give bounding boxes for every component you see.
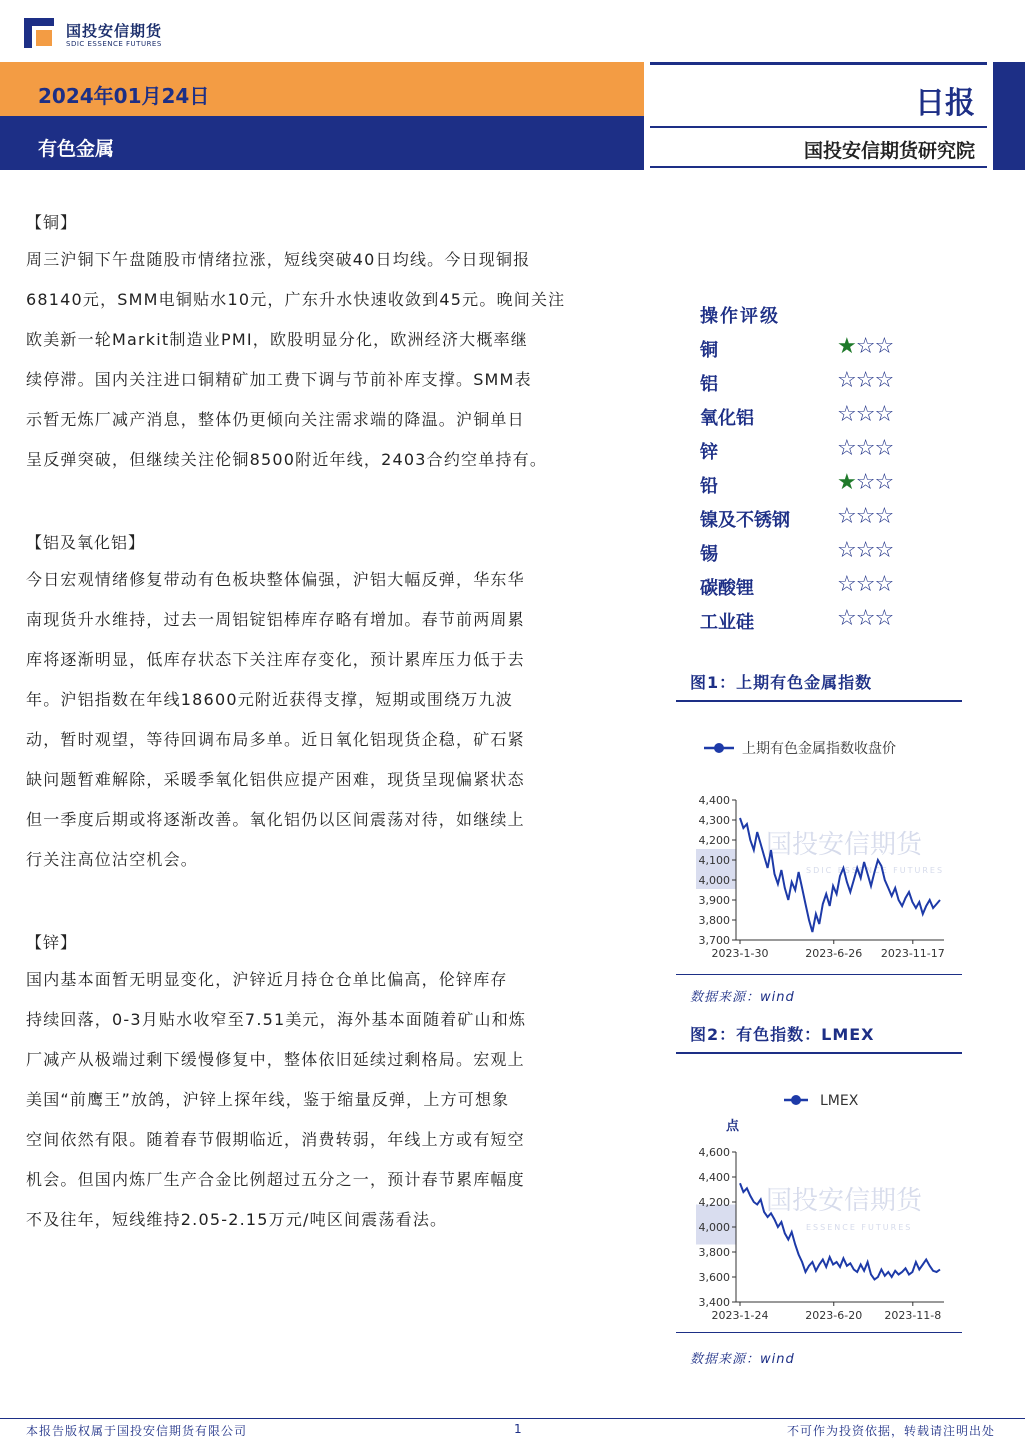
rating-row	[700, 540, 920, 574]
star-rating-icon	[837, 436, 893, 461]
star-empty-icon: ☆	[837, 402, 856, 427]
rating-row	[700, 370, 920, 404]
figure-1-chart	[676, 720, 966, 970]
rating-name: 锡	[700, 544, 718, 565]
star-empty-icon: ☆	[874, 538, 894, 563]
figure-2-chart	[676, 1080, 966, 1330]
star-rating-icon	[837, 470, 893, 495]
y-tick-label: 4,200	[698, 834, 730, 847]
paragraph-line: 持续回落，0-3月贴水收窄至7.51美元，海外基本面随着矿山和炼	[26, 1010, 527, 1029]
paragraph-line: 机会。但国内炼厂生产合金比例超过五分之一，预计春节累库幅度	[26, 1170, 525, 1189]
rating-row	[700, 472, 920, 506]
paragraph-line: 国内基本面暂无明显变化，沪锌近月持仓仓单比偏高，伦锌库存	[26, 970, 508, 989]
star-empty-icon: ☆	[855, 470, 875, 495]
star-empty-icon: ☆	[837, 436, 856, 461]
star-empty-icon: ☆	[874, 606, 894, 631]
star-empty-icon: ☆	[837, 538, 856, 563]
logo-text-en: SDIC ESSENCE FUTURES	[66, 40, 162, 48]
rating-row	[700, 608, 920, 642]
legend-label: 上期有色金属指数收盘价	[742, 741, 896, 757]
rating-row	[700, 574, 920, 608]
paragraph-line: 美国“前鹰王”放鸽，沪锌上探年线，鉴于缩量反弹，上方可想象	[26, 1090, 510, 1109]
footer-rule	[0, 1418, 1025, 1419]
paragraph-line: 空间依然有限。随着春节假期临近，消费转弱，年线上方或有短空	[26, 1130, 525, 1149]
y-tick-label: 3,600	[698, 1271, 730, 1284]
star-rating-icon	[837, 538, 893, 563]
figure-1-rule	[676, 700, 962, 702]
rating-name: 碳酸锂	[700, 578, 754, 599]
section-heading: 【铜】	[26, 213, 78, 232]
star-empty-icon: ☆	[874, 470, 894, 495]
x-tick-label: 2023-1-24	[711, 1309, 769, 1322]
footer-copyright: 本报告版权属于国投安信期货有限公司	[26, 1424, 248, 1438]
paragraph-line: 动，暂时观望，等待回调布局多单。近日氧化铝现货企稳，矿石紧	[26, 730, 525, 749]
star-empty-icon: ☆	[837, 606, 856, 631]
star-rating-icon	[837, 606, 893, 631]
star-rating-icon	[837, 572, 893, 597]
paragraph-line: 但一季度后期或将逐渐改善。氧化铝仍以区间震荡对待，如继续上	[26, 810, 525, 829]
company-logo-icon	[24, 18, 60, 50]
star-empty-icon: ☆	[837, 504, 856, 529]
star-empty-icon: ☆	[855, 334, 875, 359]
star-empty-icon: ☆	[837, 572, 856, 597]
paragraph-line: 68140元，SMM电铜贴水10元，广东升水快速收敛到45元。晚间关注	[26, 290, 566, 309]
header-rule	[650, 126, 987, 128]
rating-row	[700, 506, 920, 540]
figure-2-rule	[676, 1052, 962, 1054]
header-side-block	[993, 62, 1025, 170]
header-rule	[650, 62, 987, 65]
star-empty-icon: ☆	[874, 504, 894, 529]
y-tick-label: 4,000	[698, 874, 730, 887]
y-tick-label: 4,600	[698, 1146, 730, 1159]
legend-marker	[791, 1095, 801, 1105]
paragraph-line: 南现货升水维持，过去一周铝锭铝棒库存略有增加。春节前两周累	[26, 610, 525, 629]
header-rule	[650, 166, 987, 168]
institute-name: 国投安信期货研究院	[803, 140, 975, 162]
y-tick-label: 4,000	[698, 1221, 730, 1234]
star-filled-icon: ★	[837, 334, 856, 359]
paragraph-line: 示暂无炼厂减产消息，整体仍更倾向关注需求端的降温。沪铜单日	[26, 410, 525, 429]
rating-title: 操作评级	[700, 306, 780, 327]
star-empty-icon: ☆	[855, 572, 875, 597]
rating-row	[700, 336, 920, 370]
legend-label: LMEX	[820, 1093, 859, 1109]
footer-disclaimer: 不可作为投资依据，转载请注明出处	[786, 1424, 995, 1438]
report-date: 2024年01月24日	[38, 84, 210, 108]
rating-name: 铝	[700, 374, 718, 395]
paragraph-line: 周三沪铜下午盘随股市情绪拉涨，短线突破40日均线。今日现铜报	[26, 250, 531, 269]
figure-2-title: 图2：有色指数：LMEX	[690, 1025, 875, 1044]
star-rating-icon	[837, 368, 893, 393]
x-tick-label: 2023-11-8	[884, 1309, 942, 1322]
section-heading: 【锌】	[26, 933, 78, 952]
rating-name: 镍及不锈钢	[700, 510, 790, 531]
star-rating-icon	[837, 334, 893, 359]
y-tick-label: 3,700	[698, 934, 730, 947]
rating-row	[700, 438, 920, 472]
star-empty-icon: ☆	[874, 572, 894, 597]
watermark-text-en: SDIC ESSENCE FUTURES	[806, 865, 945, 875]
rating-name: 铅	[700, 476, 718, 497]
section-heading: 【铝及氧化铝】	[26, 533, 146, 552]
paragraph-line: 年。沪铝指数在年线18600元附近获得支撑，短期或围绕万九波	[26, 690, 513, 709]
y-tick-label: 4,100	[698, 854, 730, 867]
figure-2-rule-bottom	[676, 1332, 962, 1333]
star-empty-icon: ☆	[855, 368, 875, 393]
star-empty-icon: ☆	[874, 402, 894, 427]
star-empty-icon: ☆	[855, 436, 875, 461]
paragraph-line: 呈反弹突破，但继续关注伦铜8500附近年线，2403合约空单持有。	[26, 450, 548, 469]
star-empty-icon: ☆	[855, 538, 875, 563]
star-empty-icon: ☆	[855, 606, 875, 631]
watermark-text: 国投安信期货	[766, 1186, 923, 1216]
y-tick-label: 4,400	[698, 1171, 730, 1184]
paragraph-line: 今日宏观情绪修复带动有色板块整体偏强，沪铝大幅反弹，华东华	[26, 570, 525, 589]
section-title: 有色金属	[38, 138, 115, 160]
y-tick-label: 3,400	[698, 1296, 730, 1309]
rating-name: 铜	[700, 340, 718, 361]
star-empty-icon: ☆	[874, 334, 894, 359]
star-empty-icon: ☆	[855, 402, 875, 427]
page-number: 1	[514, 1422, 523, 1436]
paragraph-line: 续停滞。国内关注进口铜精矿加工费下调与节前补库支撑。SMM表	[26, 370, 532, 389]
figure-1-title: 图1：上期有色金属指数	[690, 673, 873, 692]
legend-marker	[714, 743, 724, 753]
y-tick-label: 4,400	[698, 794, 730, 807]
x-tick-label: 2023-1-30	[711, 947, 769, 960]
logo-text: 国投安信期货	[66, 22, 163, 40]
star-rating-icon	[837, 504, 893, 529]
star-empty-icon: ☆	[874, 436, 894, 461]
figure-1-source: 数据来源：wind	[690, 990, 795, 1005]
rating-name: 工业硅	[700, 612, 754, 633]
star-rating-icon	[837, 402, 893, 427]
y-tick-label: 3,800	[698, 914, 730, 927]
paragraph-line: 厂减产从极端过剩下缓慢修复中，整体依旧延续过剩格局。宏观上	[26, 1050, 525, 1069]
figure-1-rule-bottom	[676, 974, 962, 975]
watermark-text: 国投安信期货	[766, 830, 923, 861]
y-tick-label: 3,800	[698, 1246, 730, 1259]
figure-2-source: 数据来源：wind	[690, 1352, 795, 1367]
rating-row	[700, 404, 920, 438]
y-axis-label: 点	[726, 1119, 740, 1134]
paragraph-line: 不及往年，短线维持2.05-2.15万元/吨区间震荡看法。	[26, 1210, 448, 1229]
x-tick-label: 2023-6-26	[805, 947, 863, 960]
y-tick-label: 4,300	[698, 814, 730, 827]
star-empty-icon: ☆	[855, 504, 875, 529]
star-empty-icon: ☆	[837, 368, 856, 393]
paragraph-line: 缺问题暂难解除，采暖季氧化铝供应提产困难，现货呈现偏紧状态	[26, 770, 525, 789]
paragraph-line: 库将逐渐明显，低库存状态下关注库存变化，预计累库压力低于去	[26, 650, 525, 669]
y-tick-label: 3,900	[698, 894, 730, 907]
star-filled-icon: ★	[837, 470, 856, 495]
rating-name: 氧化铝	[700, 408, 754, 429]
y-tick-label: 4,200	[698, 1196, 730, 1209]
paragraph-line: 欧美新一轮Markit制造业PMI，欧股明显分化，欧洲经济大概率继	[26, 330, 528, 349]
star-empty-icon: ☆	[874, 368, 894, 393]
x-tick-label: 2023-6-20	[805, 1309, 863, 1322]
report-type: 日报	[915, 86, 975, 121]
paragraph-line: 行关注高位沽空机会。	[26, 850, 199, 869]
watermark-text-en: ESSENCE FUTURES	[806, 1223, 913, 1232]
rating-name: 锌	[700, 442, 718, 463]
x-tick-label: 2023-11-17	[880, 947, 945, 960]
